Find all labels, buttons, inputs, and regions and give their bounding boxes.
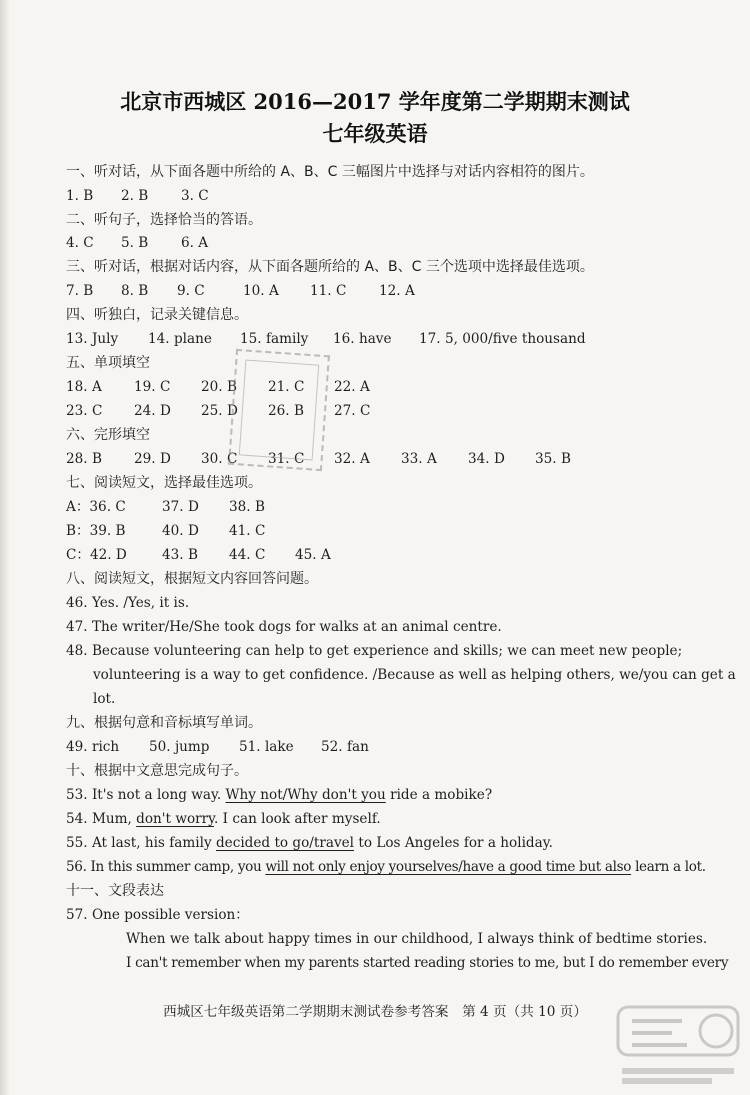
answer-item: 52. fan <box>321 739 369 755</box>
sentence-text: 55. At last, his family <box>66 835 216 851</box>
answer-item: 34. D <box>468 451 505 467</box>
answer-item: 20. B <box>201 379 237 395</box>
answer-line: 47. The writer/He/She took dogs for walks at an animal centre. <box>66 619 502 635</box>
stamp <box>228 349 330 471</box>
answer-item: 15. family <box>240 331 309 347</box>
answer-item: 12. A <box>379 283 415 299</box>
answer-item: 27. C <box>334 403 371 419</box>
answer-item: 37. D <box>162 499 199 515</box>
answer-item: 7. B <box>66 283 94 299</box>
section-heading-5: 五、单项填空 <box>66 355 150 371</box>
answer-line: 57. One possible version： <box>66 907 249 923</box>
answer-item: 4. C <box>66 235 94 251</box>
answer-item: 10. A <box>243 283 279 299</box>
answer-item: A：36. C <box>66 499 126 515</box>
section-heading-3: 三、听对话，根据对话内容，从下面各题所给的 A、B、C 三个选项中选择最佳选项。 <box>66 259 594 275</box>
answer-row <box>66 546 331 564</box>
answer-item: 22. A <box>334 379 370 395</box>
section-heading-10: 十、根据中文意思完成句子。 <box>66 763 248 779</box>
answer-item: 9. C <box>177 283 205 299</box>
sentence-text: 56. In this summer camp, you <box>66 859 266 875</box>
answer-item: 24. D <box>134 403 171 419</box>
filled-blank: will not only enjoy yourselves/have a good time but also <box>265 859 632 875</box>
answer-row <box>66 187 209 205</box>
answer-row <box>66 282 415 300</box>
filled-blank: don't worry <box>136 811 215 827</box>
answer-item: 17. 5, 000/five thousand <box>419 331 586 347</box>
answer-item: 23. C <box>66 403 103 419</box>
answer-item: 43. B <box>162 547 198 563</box>
filled-blank: decided to go/travel <box>215 835 355 851</box>
document-subtitle: 七年级英语 <box>322 121 428 146</box>
section-heading-6: 六、完形填空 <box>66 427 150 443</box>
answer-item: 30. C <box>201 451 238 467</box>
answer-line <box>66 786 492 804</box>
answer-item: 21. C <box>268 379 305 395</box>
answer-item: 6. A <box>181 235 209 251</box>
answer-item: B：39. B <box>66 523 126 539</box>
answer-item: 11. C <box>310 283 347 299</box>
answer-line: 46. Yes. /Yes, it is. <box>66 595 190 611</box>
answer-item: 1. B <box>66 188 94 204</box>
answer-item: 25. D <box>201 403 238 419</box>
answer-line-continued: lot. <box>93 691 116 707</box>
sentence-text: ride a mobike? <box>385 787 493 803</box>
section-heading-1: 一、听对话，从下面各题中所给的 A、B、C 三幅图片中选择与对话内容相符的图片。 <box>66 164 594 180</box>
section-heading-8: 八、阅读短文，根据短文内容回答问题。 <box>66 571 318 587</box>
answer-item: 51. lake <box>239 739 294 755</box>
answer-item: 44. C <box>229 547 266 563</box>
answer-line <box>66 810 381 828</box>
answer-item: 18. A <box>66 379 102 395</box>
answer-item: 33. A <box>401 451 437 467</box>
answer-item: 14. plane <box>148 331 212 347</box>
answer-line-continued: volunteering is a way to get confidence. /Because as well as helping others, we/you can get a <box>93 667 736 683</box>
answer-item: 40. D <box>162 523 199 539</box>
section-heading-7: 七、阅读短文，选择最佳选项。 <box>66 475 262 491</box>
answer-item: C：42. D <box>66 547 127 563</box>
answer-line: 48. Because volunteering can help to get experience and skills; we can meet new people; <box>66 643 683 659</box>
answer-row <box>66 234 208 252</box>
answer-item: 38. B <box>229 499 265 515</box>
answer-row <box>66 738 369 756</box>
answer-line <box>66 858 706 876</box>
sentence-text: . I can look after myself. <box>214 811 381 827</box>
essay-paragraph-line: When we talk about happy times in our childhood, I always think of bedtime stories. <box>126 931 708 947</box>
essay-paragraph-line: I can't remember when my parents started reading stories to me, but I do remember every <box>126 955 729 971</box>
answer-item: 5. B <box>121 235 149 251</box>
answer-row <box>66 330 586 348</box>
answer-item: 8. B <box>121 283 149 299</box>
answer-item: 16. have <box>333 331 392 347</box>
answer-item: 49. rich <box>66 739 120 755</box>
answer-item: 19. C <box>134 379 171 395</box>
sentence-text: learn a lot. <box>631 859 706 875</box>
answer-item: 3. C <box>181 188 209 204</box>
answer-item: 28. B <box>66 451 102 467</box>
stamp-frame <box>239 360 320 461</box>
page-edge-shadow <box>0 0 10 1095</box>
answer-item: 50. jump <box>149 739 210 755</box>
sentence-text: 53. It's not a long way. <box>66 787 226 803</box>
section-heading-11: 十一、文段表达 <box>66 883 164 899</box>
answer-item: 45. A <box>295 547 331 563</box>
document-title: 北京市西城区 2016—2017 学年度第二学期期末测试 <box>120 89 630 114</box>
answer-item: 35. B <box>535 451 571 467</box>
filled-blank: Why not/Why don't you <box>225 787 386 803</box>
watermark-logo-icon <box>612 1001 744 1089</box>
sentence-text: to Los Angeles for a holiday. <box>354 835 553 851</box>
section-heading-4: 四、听独白，记录关键信息。 <box>66 307 248 323</box>
answer-item: 41. C <box>229 523 266 539</box>
page-footer: 西城区七年级英语第二学期期末测试卷参考答案 第 4 页（共 10 页） <box>163 1004 587 1020</box>
section-heading-2: 二、听句子，选择恰当的答语。 <box>66 212 262 228</box>
answer-item: 26. B <box>268 403 304 419</box>
answer-item: 32. A <box>334 451 370 467</box>
answer-item: 13. July <box>66 331 119 347</box>
sentence-text: 54. Mum, <box>66 811 137 827</box>
answer-row <box>66 498 265 516</box>
answer-row <box>66 522 265 540</box>
section-heading-9: 九、根据句意和音标填写单词。 <box>66 715 262 731</box>
answer-item: 2. B <box>121 188 149 204</box>
answer-item: 31. C <box>268 451 305 467</box>
answer-line <box>66 834 553 852</box>
answer-item: 29. D <box>134 451 171 467</box>
